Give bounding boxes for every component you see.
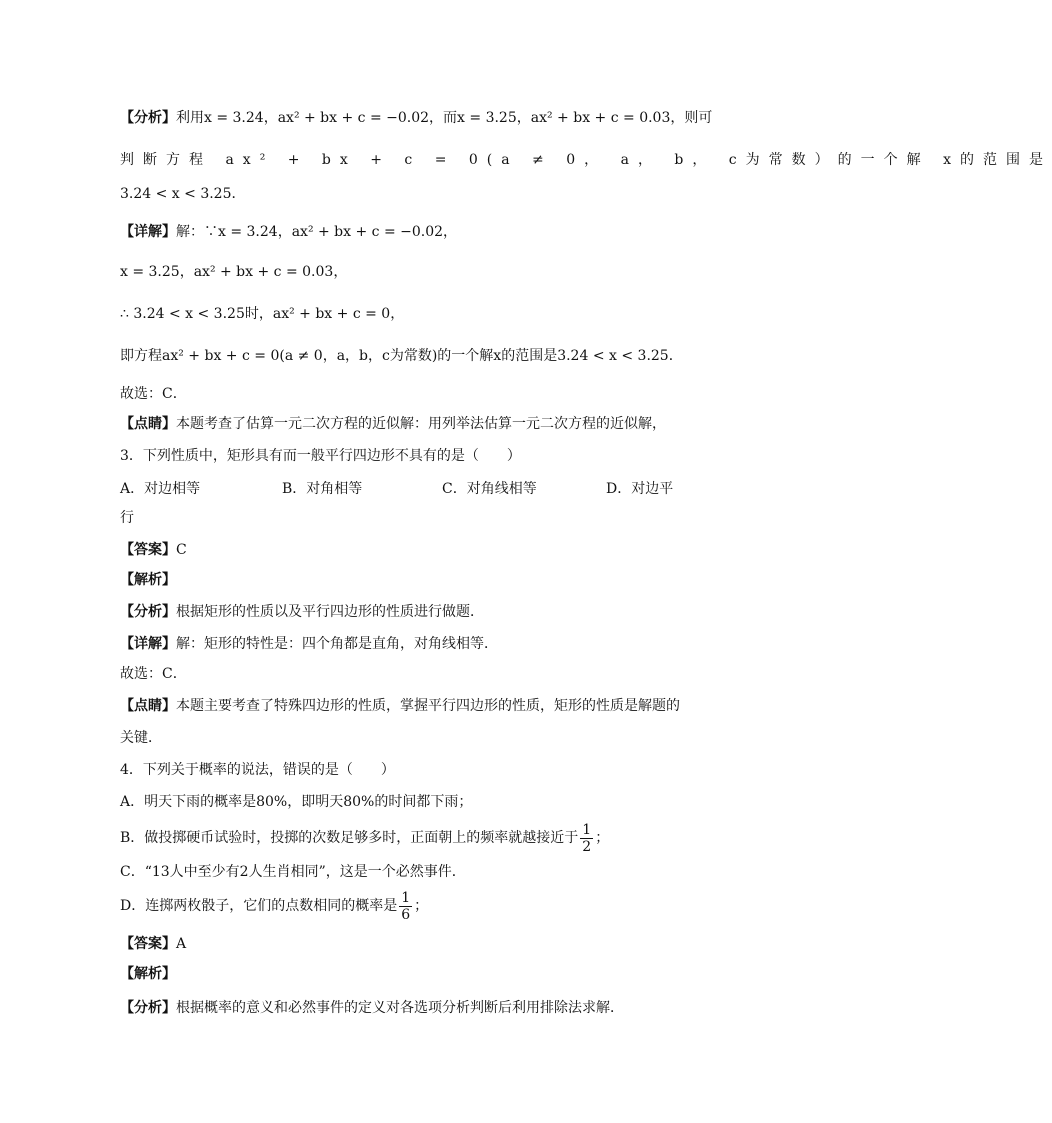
q4-analysis	[120, 998, 624, 1018]
detail-tag: 【详解】	[120, 636, 176, 652]
q3-choose-text: 故选：C．	[120, 666, 187, 682]
q2-analysis-line-1	[120, 108, 712, 128]
q3-choose	[120, 664, 187, 684]
q3-analysis-text: 根据矩形的性质以及平行四边形的性质进行做题．	[176, 604, 484, 620]
q3-comment-text-2: 关键．	[120, 730, 162, 746]
explain-tag: 【解析】	[120, 966, 176, 982]
detail-tag: 【详解】	[120, 224, 176, 240]
q2-detail-line-2	[120, 262, 347, 282]
q2-choose-line	[120, 384, 187, 404]
answer-tag: 【答案】	[120, 542, 176, 558]
q2-detail-text-4: 即方程ax² + bx + c = 0(a ≠ 0，a，b，c为常数)的一个解x的范围是3.24 < x < 3.25．	[120, 348, 683, 364]
fraction-denominator: 2	[582, 838, 592, 855]
q4-analysis-text: 根据概率的意义和必然事件的定义对各选项分析判断后利用排除法求解．	[176, 1000, 624, 1016]
q4-answer-value: A	[176, 936, 187, 952]
q2-analysis-line-2	[120, 150, 1052, 170]
q3-comment-line-2	[120, 728, 162, 748]
q2-detail-text-3: ∴ 3.24 < x < 3.25时，ax² + bx + c = 0，	[120, 306, 405, 322]
q2-analysis-text-2: 判断方程 ax² + bx + c = 0(a ≠ 0， a， b， c为常数）的一个解 x的范围是	[120, 152, 1052, 168]
q2-detail-line-1	[120, 222, 457, 242]
q3-answer	[120, 540, 187, 560]
q3-analysis	[120, 602, 484, 622]
q2-analysis-text-3: 3.24 < x < 3.25．	[120, 186, 246, 202]
q3-option-a: A．对边相等	[120, 481, 201, 497]
q4-option-c	[120, 862, 466, 882]
q3-explain	[120, 570, 176, 590]
q4-option-d	[120, 888, 428, 924]
analysis-tag: 【分析】	[120, 110, 176, 126]
comment-tag: 【点睛】	[120, 416, 176, 432]
q3-stem-text: 3．下列性质中，矩形具有而一般平行四边形不具有的是（ ）	[120, 448, 521, 464]
explain-tag: 【解析】	[120, 572, 176, 588]
analysis-tag: 【分析】	[120, 604, 176, 620]
analysis-tag: 【分析】	[120, 1000, 176, 1016]
q4-option-d-text: D．连掷两枚骰子，它们的点数相同的概率是	[120, 898, 398, 914]
q4-stem	[120, 760, 395, 780]
q4-answer	[120, 934, 186, 954]
q3-option-b: B．对角相等	[282, 481, 363, 497]
q4-explain	[120, 964, 176, 984]
q3-option-wrap-text: 行	[120, 510, 134, 526]
answer-tag: 【答案】	[120, 936, 176, 952]
q2-detail-text-2: x = 3.25，ax² + bx + c = 0.03，	[120, 264, 348, 280]
q3-comment-text-1: 本题主要考查了特殊四边形的性质，掌握平行四边形的性质，矩形的性质是解题的	[176, 698, 680, 714]
q2-analysis-text-1: 利用x = 3.24，ax² + bx + c = −0.02，而x = 3.25，ax² + bx + c = 0.03，则可	[176, 110, 713, 126]
q2-choose-text: 故选：C．	[120, 386, 187, 402]
q2-comment-text: 本题考查了估算一元二次方程的近似解：用列举法估算一元二次方程的近似解，	[176, 416, 666, 432]
fraction-numerator: 1	[582, 821, 592, 838]
fraction-numerator: 1	[401, 889, 411, 906]
q2-analysis-line-3	[120, 184, 246, 204]
q2-comment-line	[120, 414, 666, 434]
q2-detail-text-1: 解：∵x = 3.24，ax² + bx + c = −0.02，	[176, 224, 458, 240]
comment-tag: 【点睛】	[120, 698, 176, 714]
q4-option-d-end: ；	[414, 898, 429, 914]
q4-stem-text: 4．下列关于概率的说法，错误的是（ ）	[120, 762, 395, 778]
q4-option-b-text: B．做投掷硬币试验时，投掷的次数足够多时，正面朝上的频率就越接近于	[120, 830, 579, 846]
fraction-one-half	[580, 822, 593, 855]
q4-option-b	[120, 820, 609, 856]
q2-detail-line-3	[120, 304, 404, 324]
q3-answer-value: C	[176, 542, 187, 558]
q3-option-c: C．对角线相等	[442, 481, 537, 497]
q3-comment-line-1	[120, 696, 680, 716]
q3-detail-text: 解：矩形的特性是：四个角都是直角，对角线相等．	[176, 636, 498, 652]
q3-option-wrap	[120, 508, 134, 528]
q4-option-a	[120, 792, 472, 812]
q3-option-d: D．对边平	[606, 481, 674, 497]
q3-detail	[120, 634, 498, 654]
fraction-denominator: 6	[401, 906, 411, 923]
q4-option-a-text: A．明天下雨的概率是80%，即明天80%的时间都下雨；	[120, 794, 473, 810]
q2-detail-line-4	[120, 346, 683, 366]
fraction-one-sixth	[399, 890, 412, 923]
q4-option-c-text: C．“13人中至少有2人生肖相同”，这是一个必然事件．	[120, 864, 466, 880]
q3-stem	[120, 446, 521, 466]
q4-option-b-end: ；	[595, 830, 610, 846]
q3-options-row	[120, 478, 680, 498]
